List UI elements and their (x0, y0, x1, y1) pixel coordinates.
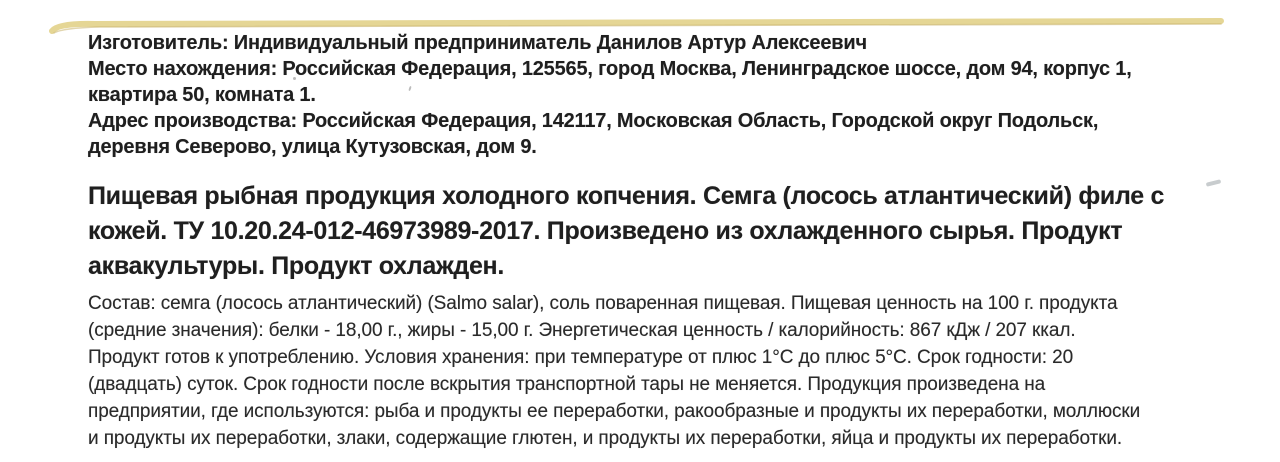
manufacturer-line-4: Адрес производства: Российская Федерация, 142117, Московская Область, Городской округ Подольск, (88, 110, 1099, 132)
product-title-line-3: аквакультуры. Продукт охлажден. (88, 252, 504, 280)
composition-block (88, 290, 1140, 452)
manufacturer-line-5: деревня Северово, улица Кутузовская, дом 9. (88, 136, 537, 158)
composition-line-2: (средние значения): белки - 18,00 г., жиры - 15,00 г. Энергетическая ценность / калорийность: 867 кДж / 207 ккал. (88, 320, 1076, 341)
scan-speck (836, 236, 839, 239)
product-title-line-2: кожей. ТУ 10.20.24-012-46973989-2017. Произведено из охлажденного сырья. Продукт (88, 217, 1123, 245)
product-title-line-1: Пищевая рыбная продукция холодного копчения. Семга (лосось атлантический) филе с (88, 182, 1165, 210)
composition-line-5: предприятии, где используются: рыба и продукты ее переработки, ракообразные и продукты их переработки, моллюски (88, 401, 1141, 422)
product-title-block (88, 179, 1164, 284)
composition-line-6: и продукты их переработки, злаки, содержащие глютен, и продукты их переработки, яйца и продукты их переработки. (88, 428, 1123, 449)
manufacturer-line-3: квартира 50, комната 1. (88, 84, 316, 106)
manufacturer-block (88, 30, 1132, 160)
composition-line-4: (двадцать) суток. Срок годности после вскрытия транспортной тары не меняется. Продукция произведена на (88, 374, 1046, 395)
composition-line-1: Состав: семга (лосось атлантический) (Salmo salar), соль поваренная пищевая. Пищевая ценность на 100 г. продукта (88, 293, 1118, 314)
manufacturer-line-2: Место нахождения: Российская Федерация, 125565, город Москва, Ленинградское шоссе, дом 94, корпус 1, (88, 58, 1132, 80)
pen-mark (1206, 179, 1222, 187)
composition-line-3: Продукт готов к употреблению. Условия хранения: при температуре от плюс 1°С до плюс 5°С. Срок годности: 20 (88, 347, 1074, 368)
scan-speck (293, 77, 296, 80)
manufacturer-line-1: Изготовитель: Индивидуальный предприниматель Данилов Артур Алексеевич (88, 32, 867, 54)
